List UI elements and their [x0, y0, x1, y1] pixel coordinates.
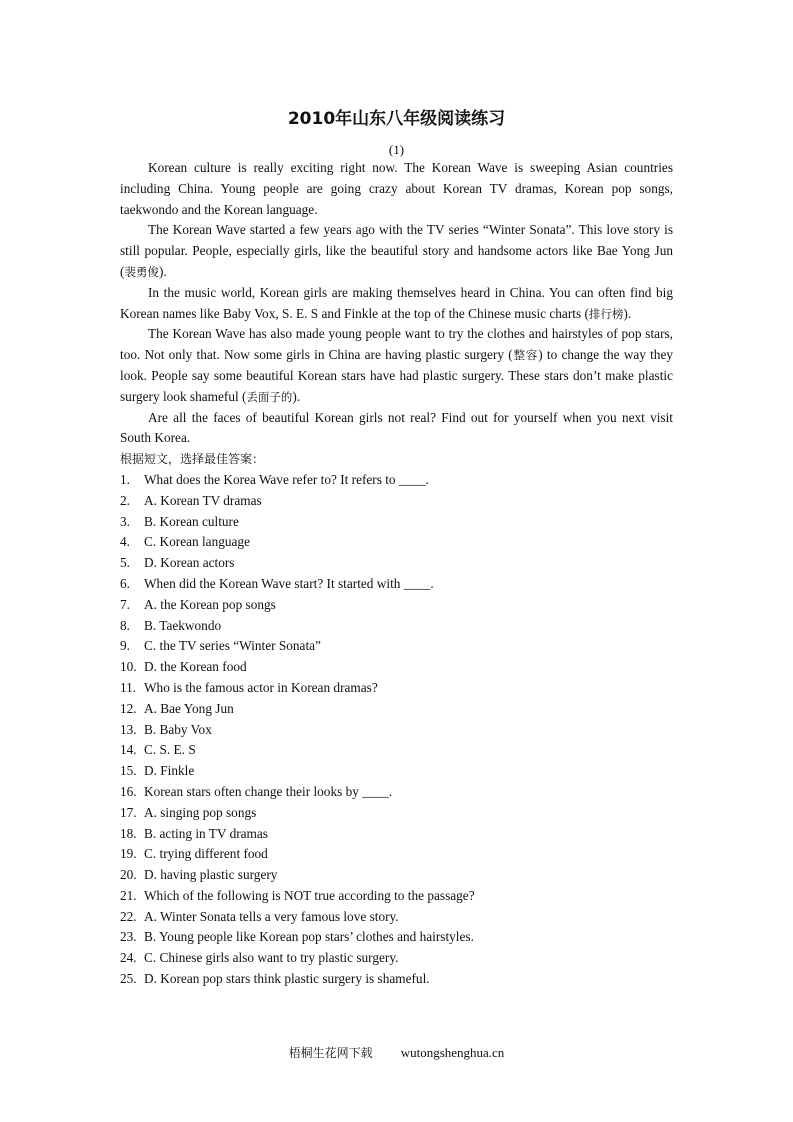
question-item: [120, 699, 673, 720]
question-item: [120, 636, 673, 657]
question-text: C. S. E. S: [144, 742, 196, 758]
question-number: 3.: [120, 513, 130, 529]
question-number: 20.: [120, 867, 137, 883]
question-number: 15.: [120, 763, 137, 779]
question-item: [120, 595, 673, 616]
page-title: 2010年山东八年级阅读练习: [287, 109, 506, 129]
question-item: [120, 512, 673, 533]
paragraph: The Korean Wave started a few years ago with the TV series “Winter Sonata”. This love story is still popular. People, especially girls, like the beautiful story and handsome actors like Bae Yong Jun (裴勇俊).: [120, 222, 673, 279]
question-number: 1.: [120, 471, 130, 487]
question-text: When did the Korean Wave start? It started with ____.: [144, 575, 434, 591]
question-text: D. the Korean food: [144, 659, 247, 675]
question-number: 21.: [120, 887, 137, 903]
paragraph: The Korean Wave has also made young people want to try the clothes and hairstyles of pop stars, too. Not only that. Now some girls in China are having plastic surgery (整容) to change the way they look. People say some beautiful Korean stars have had plastic surgery. These stars don’t make plastic surgery look shameful (丢面子的).: [120, 326, 673, 404]
question-text: B. Baby Vox: [144, 721, 212, 737]
question-text: A. Winter Sonata tells a very famous love story.: [144, 908, 399, 924]
question-text: C. trying different food: [144, 846, 268, 862]
question-number: 10.: [120, 659, 137, 675]
question-text: B. acting in TV dramas: [144, 825, 268, 841]
page-footer: [0, 1044, 793, 1061]
question-number: 7.: [120, 596, 130, 612]
question-item: [120, 803, 673, 824]
question-number: 23.: [120, 929, 137, 945]
question-number: 25.: [120, 971, 137, 987]
question-text: C. the TV series “Winter Sonata”: [144, 638, 321, 654]
question-text: Korean stars often change their looks by ____.: [144, 783, 393, 799]
question-text: Who is the famous actor in Korean dramas?: [144, 679, 378, 695]
question-item: [120, 740, 673, 761]
question-text: A. the Korean pop songs: [144, 596, 276, 612]
question-text: D. Korean pop stars think plastic surgery is shameful.: [144, 971, 430, 987]
section-number: (1): [388, 142, 405, 157]
footer-site-url: wutongshenghua.cn: [400, 1045, 505, 1060]
question-number: 6.: [120, 575, 130, 591]
question-number: 9.: [120, 638, 130, 654]
paragraph: In the music world, Korean girls are making themselves heard in China. You can often find big Korean names like Baby Vox, S. E. S and Finkle at the top of the Chinese music charts (排行榜).: [120, 284, 673, 321]
question-number: 5.: [120, 555, 130, 571]
footer-site-name: 梧桐生花网下载: [288, 1046, 373, 1060]
question-item: [120, 886, 673, 907]
question-item: [120, 678, 673, 699]
question-item: [120, 616, 673, 637]
question-number: 4.: [120, 534, 130, 550]
question-item: [120, 761, 673, 782]
question-item: [120, 865, 673, 886]
paragraph: Are all the faces of beautiful Korean girls not real? Find out for yourself when you next visit South Korea.: [120, 409, 673, 446]
question-number: 24.: [120, 950, 137, 966]
question-text: What does the Korea Wave refer to? It refers to ____.: [144, 471, 429, 487]
question-item: [120, 782, 673, 803]
question-number: 12.: [120, 700, 137, 716]
instruction-text: 根据短文，选择最佳答案：: [120, 452, 265, 467]
question-text: A. Bae Yong Jun: [144, 700, 234, 716]
question-text: C. Chinese girls also want to try plastic surgery.: [144, 950, 399, 966]
question-text: A. singing pop songs: [144, 804, 257, 820]
question-item: [120, 470, 673, 491]
question-item: [120, 907, 673, 928]
question-item: [120, 927, 673, 948]
question-number: 19.: [120, 846, 137, 862]
question-item: [120, 844, 673, 865]
question-item: [120, 574, 673, 595]
question-text: A. Korean TV dramas: [144, 492, 262, 508]
document-body: [120, 158, 673, 990]
question-number: 22.: [120, 908, 137, 924]
paragraph: Korean culture is really exciting right now. The Korean Wave is sweeping Asian countries including China. Young people are going crazy about Korean TV dramas, Korean pop songs, taekwondo and the Korean language.: [120, 160, 673, 217]
question-number: 17.: [120, 804, 137, 820]
question-number: 16.: [120, 783, 137, 799]
question-number: 13.: [120, 721, 137, 737]
question-text: B. Korean culture: [144, 513, 239, 529]
question-item: [120, 491, 673, 512]
question-text: B. Taekwondo: [144, 617, 222, 633]
question-item: [120, 969, 673, 990]
question-number: 18.: [120, 825, 137, 841]
question-text: C. Korean language: [144, 534, 250, 550]
question-item: [120, 948, 673, 969]
question-item: [120, 657, 673, 678]
question-text: Which of the following is NOT true according to the passage?: [144, 887, 475, 903]
question-item: [120, 824, 673, 845]
question-text: D. having plastic surgery: [144, 867, 278, 883]
question-text: D. Korean actors: [144, 555, 235, 571]
question-number: 8.: [120, 617, 130, 633]
question-number: 14.: [120, 742, 137, 758]
question-item: [120, 720, 673, 741]
question-text: D. Finkle: [144, 763, 195, 779]
question-item: [120, 553, 673, 574]
question-list: [120, 470, 673, 990]
question-number: 2.: [120, 492, 130, 508]
question-text: B. Young people like Korean pop stars’ clothes and hairstyles.: [144, 929, 474, 945]
question-item: [120, 532, 673, 553]
question-number: 11.: [120, 679, 137, 695]
